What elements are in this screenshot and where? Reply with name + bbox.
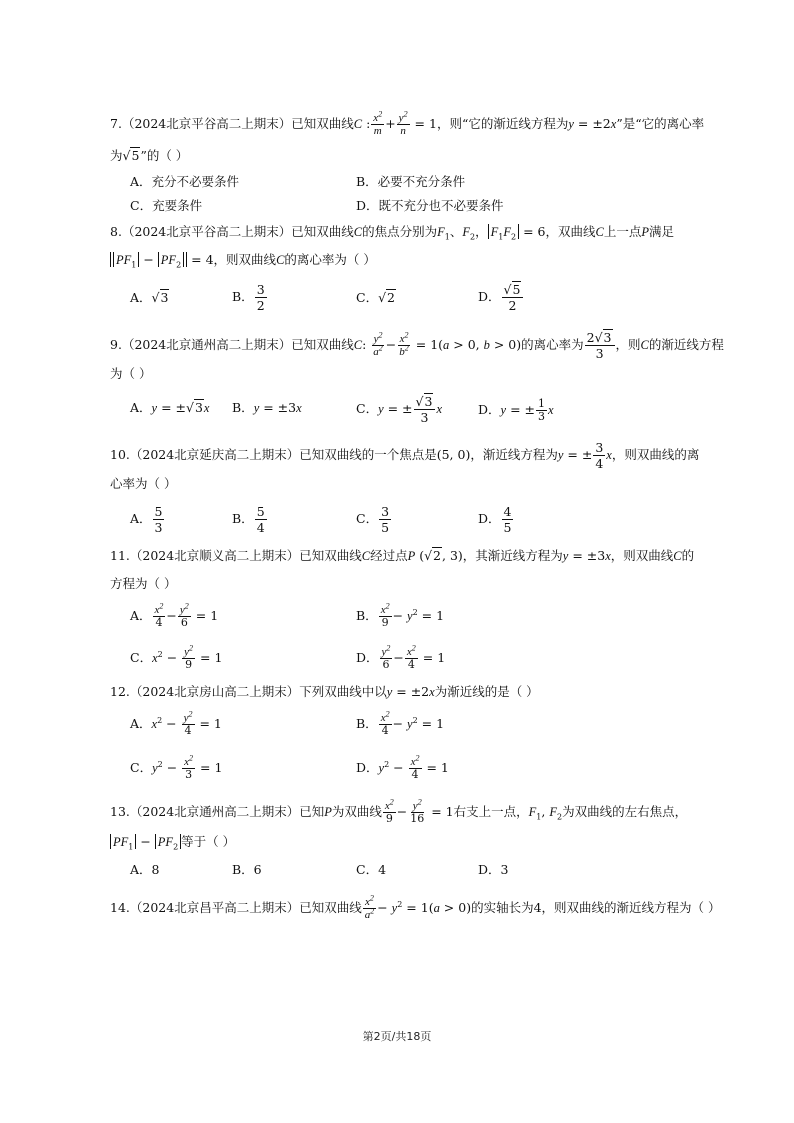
- option-d[interactable]: D．y = ± $\frac{1}{3}$ x: [478, 397, 554, 423]
- option-c[interactable]: C．y = ± $\frac{√3}{3}$ x: [356, 394, 443, 425]
- question-13: 13.（2024北京通州高二上期末）已知P为双曲线 $\frac{x^2}{9}$ − $\frac{y^2}{16}$ = 1右支上一点，$F_1$, $F_2$为双曲线的左右焦点，: [110, 797, 688, 825]
- option-d[interactable]: D． $\frac{y^2}{6}$ − $\frac{x^2}{4}$ = 1: [356, 643, 446, 671]
- option-c[interactable]: C．4: [356, 862, 387, 877]
- sqrt: √5: [122, 148, 140, 163]
- question-9: 9.（2024北京通州高二上期末）已知双曲线C: $\frac{y^2}{a^2}$ − $\frac{x^2}{b^2}$ = 1(a > 0, b > 0)的离心率为 $\frac{2√3}{3}$ ，则C的渐近线方程: [110, 330, 724, 361]
- option-a[interactable]: A．充分不必要条件: [130, 174, 240, 189]
- option-d[interactable]: D． $\frac{√5}{2}$: [478, 282, 524, 313]
- fraction: $\frac{y^2}{n}$: [398, 109, 408, 137]
- option-d[interactable]: D．既不充分也不必要条件: [356, 198, 504, 213]
- option-b[interactable]: B．必要不充分条件: [356, 174, 466, 189]
- question-14: 14.（2024北京昌平高二上期末）已知双曲线 $\frac{x^2}{a^2}$ − $y^2 = 1(a > 0)$的实轴长为4，则双曲线的渐近线方程为（ ）: [110, 893, 721, 921]
- option-d[interactable]: D．3: [478, 862, 509, 877]
- question-11: 11.（2024北京顺义高二上期末）已知双曲线C经过点P (√2, 3)，其渐近线方程为y = ±3x，则双曲线C的: [110, 548, 695, 563]
- option-d[interactable]: D． $\frac{4}{5}$: [478, 504, 512, 535]
- option-d[interactable]: D．$y^2$ − $\frac{x^2}{4}$ = 1: [356, 753, 449, 781]
- question-13-line2: $PF_1 - PF_2$ 等于（ ）: [110, 832, 694, 852]
- question-9-line2: 为（ ）: [110, 366, 152, 381]
- math: C: [353, 117, 363, 131]
- question-8: 8.（2024北京平谷高二上期末）已知双曲线C的焦点分别为$F_1$、$F_2$， $F_1F_2 = 6$，双曲线C上一点P满足: [110, 224, 674, 242]
- option-b[interactable]: B． $\frac{3}{2}$: [232, 282, 265, 313]
- question-7: 7.（2024北京平谷高二上期末）已知双曲线C : $\frac{x^2}{m}$ + $\frac{y^2}{n}$ = 1，则“它的渐近线方程为y = ±2x”是“它的离心率: [110, 109, 705, 137]
- option-a[interactable]: A．√3: [130, 290, 169, 305]
- option-a[interactable]: A．8: [130, 862, 160, 877]
- question-7-line2: 为√5”的（ ）: [110, 146, 694, 166]
- option-b[interactable]: B． $\frac{x^2}{9}$ − $y^2 = 1$: [356, 601, 445, 629]
- option-b[interactable]: B．y = ±3x: [232, 400, 302, 415]
- page-footer: 第2页/共18页: [362, 1030, 432, 1043]
- option-a[interactable]: A． $\frac{x^2}{4}$ − $\frac{y^2}{6}$ = 1: [130, 601, 219, 629]
- option-b[interactable]: B． $\frac{x^2}{4}$ − $y^2 = 1$: [356, 709, 445, 737]
- option-c[interactable]: C．$y^2$ − $\frac{x^2}{3}$ = 1: [130, 753, 223, 781]
- question-10-line2: 心率为（ ）: [110, 476, 177, 491]
- option-c[interactable]: C．充要条件: [130, 198, 203, 213]
- option-b[interactable]: B．6: [232, 862, 262, 877]
- option-c[interactable]: C．√2: [356, 290, 395, 305]
- question-10: 10.（2024北京延庆高二上期末）已知双曲线的一个焦点是(5, 0)，渐近线方程为y = ± $\frac{3}{4}$ x，则双曲线的离: [110, 440, 700, 471]
- question-12: 12.（2024北京房山高二上期末）下列双曲线中以y = ±2x为渐近线的是（ ）: [110, 684, 539, 699]
- option-a[interactable]: A． $\frac{5}{3}$: [130, 504, 163, 535]
- option-b[interactable]: B． $\frac{5}{4}$: [232, 504, 265, 535]
- option-a[interactable]: A．y = ±√3x: [130, 400, 210, 415]
- question-8-line2: $PF_1 - PF_2 = 4$，则双曲线C的离心率为（ ）: [110, 250, 694, 270]
- question-11-line2: 方程为（ ）: [110, 576, 177, 591]
- option-c[interactable]: C．$x^2$ − $\frac{y^2}{9}$ = 1: [130, 643, 223, 671]
- fraction: $\frac{x^2}{m}$: [373, 109, 383, 137]
- option-a[interactable]: A．$x^2$ − $\frac{y^2}{4}$ = 1: [130, 709, 222, 737]
- option-c[interactable]: C． $\frac{3}{5}$: [356, 504, 390, 535]
